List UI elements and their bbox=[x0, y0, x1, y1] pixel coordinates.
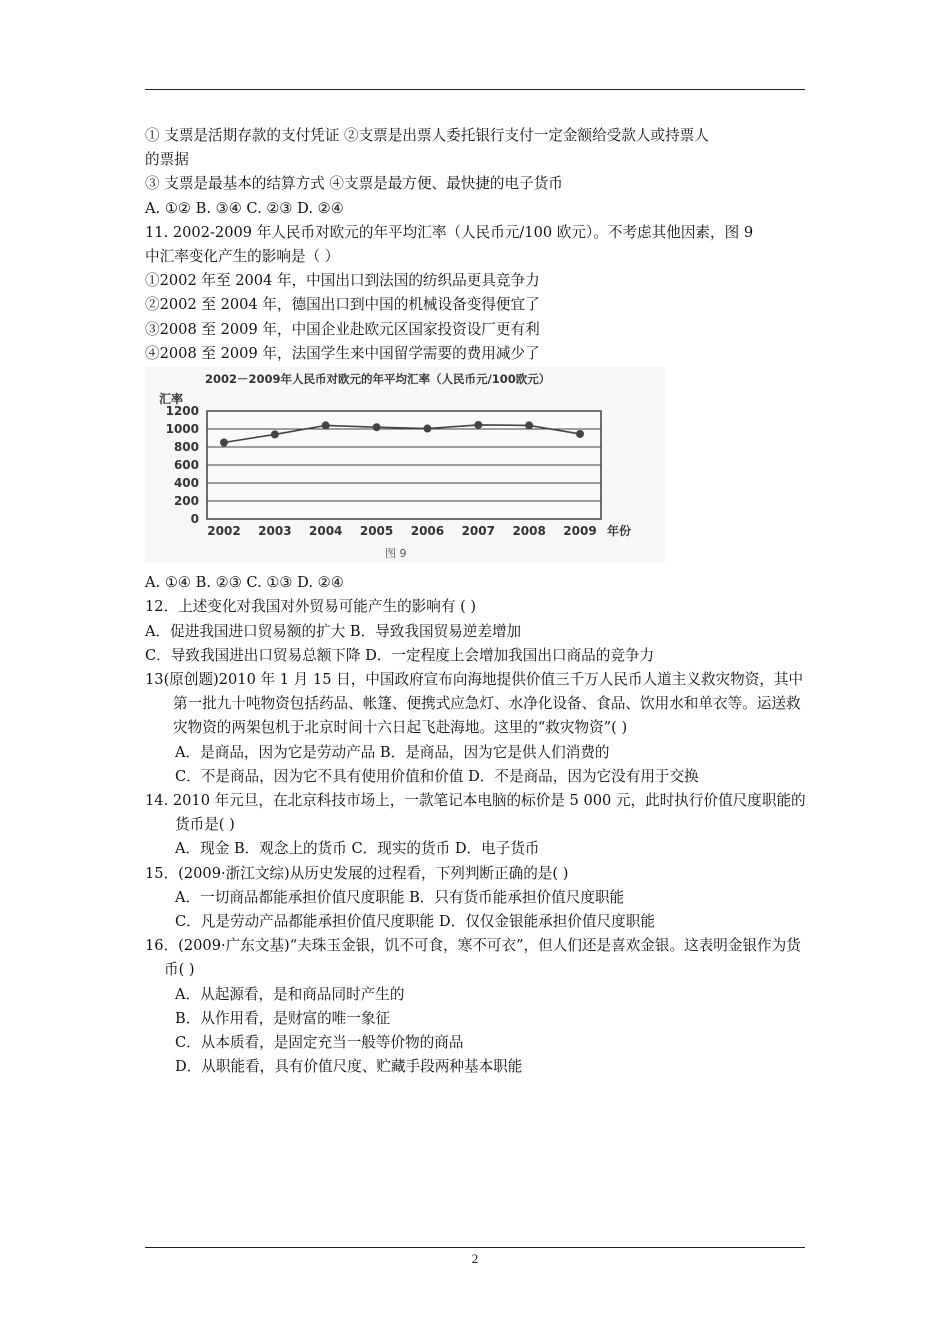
q13-options-cd: C．不是商品，因为它不具有使用价值和价值 D．不是商品，因为它没有用于交换 bbox=[175, 767, 699, 785]
x-tick-label: 2004 bbox=[309, 524, 343, 539]
y-tick-label: 600 bbox=[173, 458, 199, 473]
y-tick-label: 800 bbox=[173, 440, 199, 455]
page-number: 2 bbox=[471, 1251, 479, 1266]
q11-item-4: ④2008 至 2009 年，法国学生来中国留学需要的费用减少了 bbox=[145, 344, 540, 362]
q16-option-c: C．从本质看，是固定充当一般等价物的商品 bbox=[175, 1034, 464, 1052]
x-tick-label: 2009 bbox=[563, 524, 597, 539]
q15-options-ab: A．一切商品都能承担价值尺度职能 B．只有货币能承担价值尺度职能 bbox=[175, 888, 625, 906]
data-point bbox=[423, 425, 431, 433]
q11-stem-2: 中汇率变化产生的影响是（ ） bbox=[145, 248, 340, 266]
q10-options-line-2: 的票据 bbox=[145, 151, 189, 169]
y-tick-label: 1000 bbox=[165, 422, 199, 437]
q12-stem: 12．上述变化对我国对外贸易可能产生的影响有 ( ) bbox=[145, 598, 477, 616]
q15-options-cd: C．凡是劳动产品都能承担价值尺度职能 D．仅仅金银能承担价值尺度职能 bbox=[175, 913, 655, 931]
q16-option-d: D．从职能看，具有价值尺度、贮藏手段两种基本职能 bbox=[175, 1058, 523, 1076]
q11-item-3: ③2008 至 2009 年，中国企业赴欧元区国家投资设厂更有利 bbox=[145, 320, 540, 338]
data-point bbox=[271, 430, 279, 438]
data-point bbox=[373, 423, 381, 431]
q11-answers: A. ①④ B. ②③ C. ①③ D. ②④ bbox=[145, 574, 344, 592]
q16-option-b: B．从作用看，是财富的唯一象征 bbox=[175, 1009, 391, 1027]
y-tick-label: 400 bbox=[173, 476, 199, 491]
q15-stem: 15．(2009·浙江文综)从历史发展的过程看，下列判断正确的是( ) bbox=[145, 864, 569, 882]
x-tick-label: 2006 bbox=[410, 524, 445, 539]
y-tick-label: 1200 bbox=[165, 404, 199, 419]
q12-options-ab: A．促进我国进口贸易额的扩大 B．导致我国贸易逆差增加 bbox=[145, 622, 522, 640]
q16-stem: 16．(2009·广东文基)“夫珠玉金银，饥不可食，寒不可衣”，但人们还是喜欢金银。这表明金银作为货币( ) bbox=[145, 937, 801, 979]
q14-options: A．现金 B．观念上的货币 C．现实的货币 D．电子货币 bbox=[175, 840, 540, 858]
q11-item-1: ①2002 年至 2004 年，中国出口到法国的纺织品更具竞争力 bbox=[145, 272, 540, 290]
y-tick-label: 200 bbox=[173, 494, 199, 509]
x-tick-label: 2008 bbox=[512, 524, 546, 539]
q13-stem: 13(原创题)2010 年 1 月 15 日，中国政府宣布向海地提供价值三千万人民币人道主义救灾物资，其中第一批九十吨物资包括药品、帐篷、便携式应急灯、水净化设备、食品、饮用水和单衣等。运送救灾物资的两架包机于北京时间十六日起飞赴海地。这里的“救灾物资”( ) bbox=[145, 671, 804, 737]
q11-stem-1: 11. 2002-2009 年人民币对欧元的年平均汇率（人民币元/100 欧元）。不考虑其他因素，图 9 bbox=[145, 223, 754, 241]
q11-item-2: ②2002 至 2004 年，德国出口到中国的机械设备变得便宜了 bbox=[145, 296, 540, 314]
q10-options-line-3: ③ 支票是最基本的结算方式 ④支票是最方便、最快捷的电子货币 bbox=[145, 175, 563, 193]
q10-answers: A. ①② B. ③④ C. ②③ D. ②④ bbox=[145, 199, 344, 217]
q10-options-line-1: ① 支票是活期存款的支付凭证 ②支票是出票人委托银行支付一定金额给受款人或持票人 bbox=[145, 127, 709, 144]
chart-xlabel: 年份 bbox=[607, 524, 632, 539]
q13-options-ab: A．是商品，因为它是劳动产品 B．是商品，因为它是供人们消费的 bbox=[175, 743, 610, 761]
page-body bbox=[145, 124, 810, 1080]
data-point bbox=[220, 439, 228, 447]
q14-stem: 14. 2010 年元旦，在北京科技市场上，一款笔记本电脑的标价是 5 000 元，此时执行价值尺度职能的货币是( ) bbox=[145, 792, 806, 834]
footer-rule bbox=[145, 1247, 805, 1248]
exchange-rate-chart bbox=[145, 367, 665, 563]
x-tick-label: 2002 bbox=[207, 524, 241, 539]
q12-options-cd: C．导致我国进出口贸易总额下降 D．一定程度上会增加我国出口商品的竞争力 bbox=[145, 646, 655, 664]
chart-caption: 图 9 bbox=[385, 547, 407, 561]
data-point bbox=[474, 421, 482, 429]
chart-ylabel: 汇率 bbox=[159, 392, 184, 407]
header-rule bbox=[145, 89, 805, 90]
data-point bbox=[525, 421, 533, 429]
chart-title: 2002－2009年人民币对欧元的年平均汇率（人民币元/100欧元） bbox=[205, 372, 551, 387]
data-point bbox=[576, 430, 584, 438]
x-tick-label: 2003 bbox=[258, 524, 292, 539]
x-tick-label: 2005 bbox=[359, 524, 394, 539]
data-point bbox=[322, 421, 330, 429]
q16-option-a: A．从起源看，是和商品同时产生的 bbox=[175, 985, 405, 1003]
x-tick-label: 2007 bbox=[461, 524, 495, 539]
y-tick-label: 0 bbox=[190, 512, 199, 527]
